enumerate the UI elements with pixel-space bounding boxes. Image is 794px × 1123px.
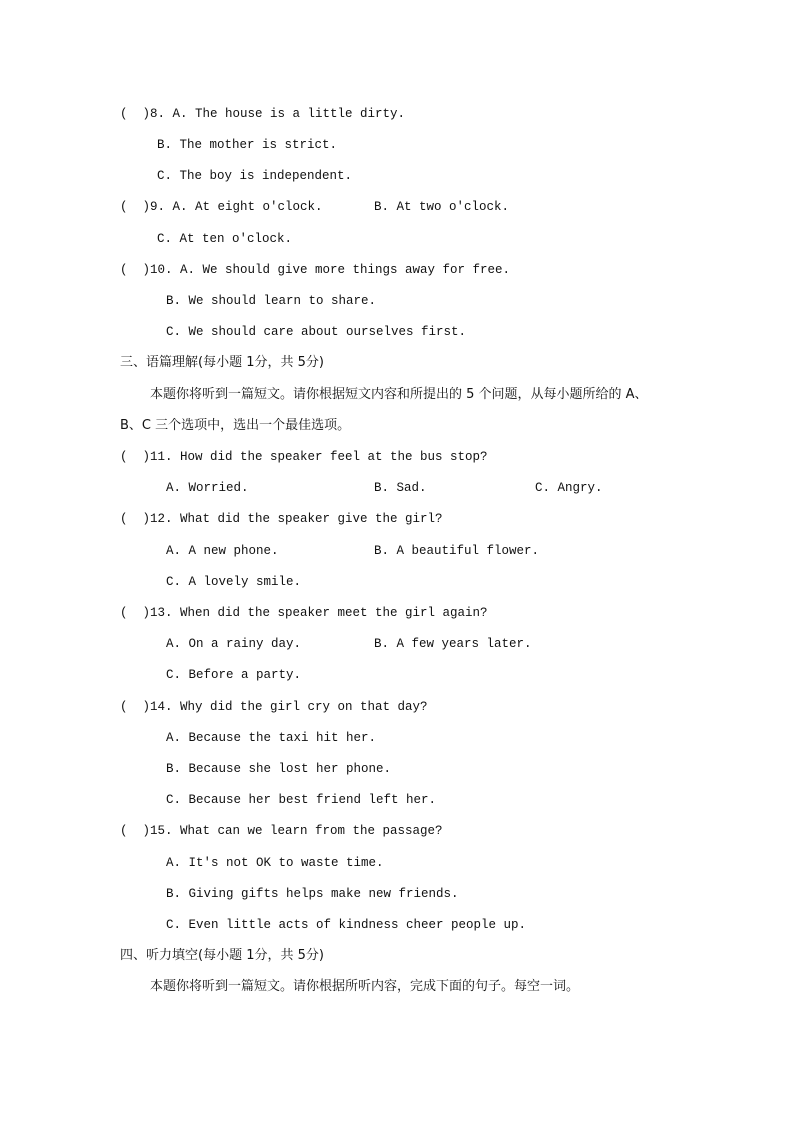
q12-option-c: C. A lovely smile. — [166, 575, 302, 589]
q9-stem: ( )9. A. At eight o'clock. — [120, 200, 323, 214]
q13-option-a: A. On a rainy day. — [166, 637, 302, 651]
q14-stem: ( )14. Why did the girl cry on that day? — [120, 700, 428, 714]
q14-option-b: B. Because she lost her phone. — [166, 762, 392, 776]
q15-option-a: A. It's not OK to waste time. — [166, 856, 384, 870]
q14-option-c: C. Because her best friend left her. — [166, 793, 437, 807]
q15-stem: ( )15. What can we learn from the passage? — [120, 824, 443, 838]
section3-instruction-line1: 本题你将听到一篇短文。请你根据短文内容和所提出的 5 个问题，从每小题所给的 A、 — [150, 387, 648, 402]
q13-option-b: B. A few years later. — [374, 637, 532, 651]
q9-option-c: C. At ten o'clock. — [157, 232, 293, 246]
q11-option-a: A. Worried. — [166, 481, 249, 495]
q15-option-c: C. Even little acts of kindness cheer people up. — [166, 918, 527, 932]
q10-option-c: C. We should care about ourselves first. — [166, 325, 467, 339]
q9-option-b: B. At two o'clock. — [374, 200, 510, 214]
q12-stem: ( )12. What did the speaker give the girl? — [120, 512, 443, 526]
section3-instruction-line2: B、C 三个选项中，选出一个最佳选项。 — [120, 418, 351, 433]
q13-option-c: C. Before a party. — [166, 668, 302, 682]
q8-option-c: C. The boy is independent. — [157, 169, 353, 183]
q12-option-b: B. A beautiful flower. — [374, 544, 540, 558]
section4-instruction: 本题你将听到一篇短文。请你根据所听内容，完成下面的句子。每空一词。 — [150, 979, 580, 994]
section4-heading: 四、听力填空(每小题 1分，共 5分) — [120, 948, 324, 963]
q11-stem: ( )11. How did the speaker feel at the bus stop? — [120, 450, 488, 464]
q14-option-a: A. Because the taxi hit her. — [166, 731, 377, 745]
q10-stem: ( )10. A. We should give more things away for free. — [120, 263, 511, 277]
q13-stem: ( )13. When did the speaker meet the girl again? — [120, 606, 488, 620]
q11-option-c: C. Angry. — [535, 481, 603, 495]
q8-stem: ( )8. A. The house is a little dirty. — [120, 107, 406, 121]
q10-option-b: B. We should learn to share. — [166, 294, 377, 308]
q11-option-b: B. Sad. — [374, 481, 427, 495]
section3-heading: 三、语篇理解(每小题 1分，共 5分) — [120, 355, 324, 370]
q15-option-b: B. Giving gifts helps make new friends. — [166, 887, 459, 901]
q8-option-b: B. The mother is strict. — [157, 138, 338, 152]
q12-option-a: A. A new phone. — [166, 544, 279, 558]
